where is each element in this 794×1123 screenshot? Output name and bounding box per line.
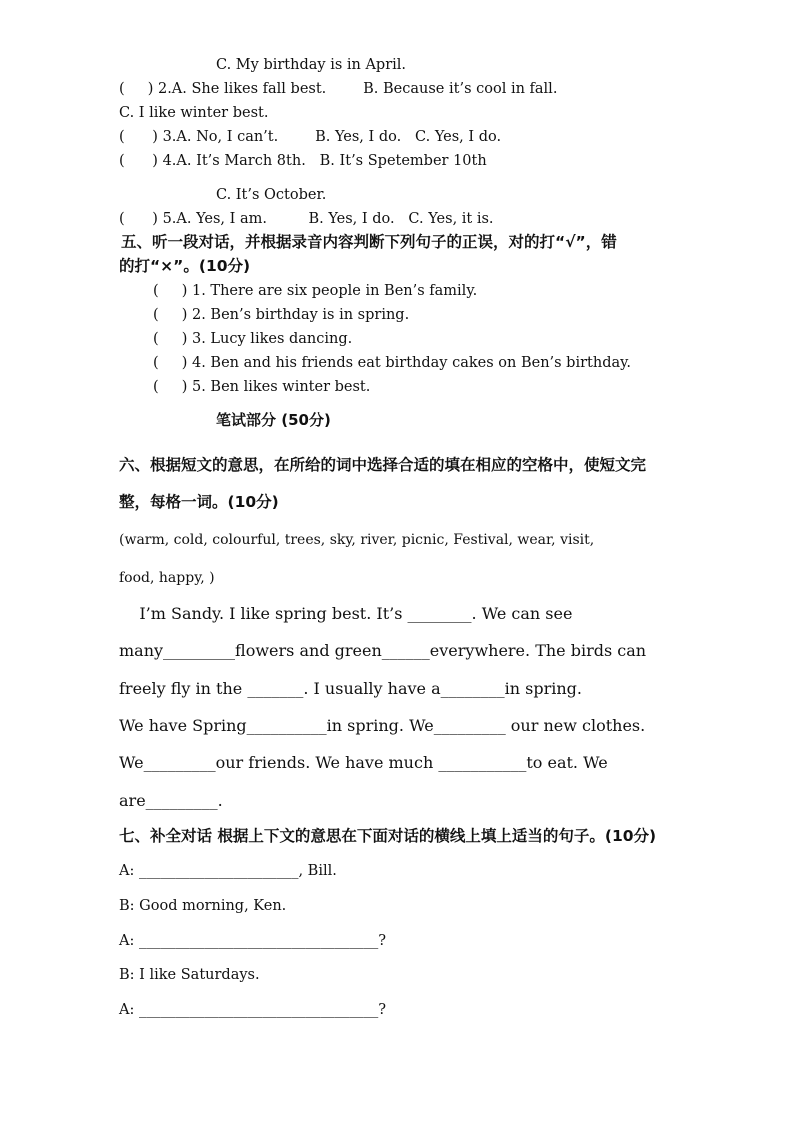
q2-option-c: C. I like winter best. — [119, 105, 269, 121]
written-part-title: 笔试部分 (50分) — [216, 411, 331, 429]
question-5: ( ) 5.A. Yes, I am. B. Yes, I do. C. Yes, it is. — [119, 211, 494, 227]
q4-option-c: C. It’s October. — [216, 187, 327, 203]
tf-item-1: ( ) 1. There are six people in Ben’s family. — [153, 283, 478, 299]
section-7-heading: 七、补全对话 根据上下文的意思在下面对话的横线上填上适当的句子。(10分) — [119, 827, 657, 845]
passage-line-1: I’m Sandy. I like spring best. It’s ________. We can see — [119, 604, 573, 623]
tf-item-2: ( ) 2. Ben’s birthday is in spring. — [153, 307, 410, 323]
question-4: ( ) 4.A. It’s March 8th. B. It’s Spetember 10th — [119, 153, 487, 169]
tf-item-3: ( ) 3. Lucy likes dancing. — [153, 331, 353, 347]
dialogue-line-2: B: Good morning, Ken. — [119, 898, 287, 914]
dialogue-line-5: A: _________________________________? — [119, 1002, 386, 1018]
dialogue-line-4: B: I like Saturdays. — [119, 967, 260, 983]
q1-option-c: C. My birthday is in April. — [216, 57, 407, 73]
dialogue-line-3: A: _________________________________? — [119, 933, 386, 949]
passage-line-2: many_________flowers and green______everywhere. The birds can — [119, 641, 647, 660]
section-5-heading-line2: 的打“×”。(10分) — [119, 257, 251, 275]
tf-item-4: ( ) 4. Ben and his friends eat birthday cakes on Ben’s birthday. — [153, 355, 632, 371]
word-bank-line1: (warm, cold, colourful, trees, sky, river, picnic, Festival, wear, visit, — [119, 532, 595, 548]
section-5-heading-line1: 五、听一段对话，并根据录音内容判断下列句子的正误，对的打“√”，错 — [121, 233, 617, 251]
section-6-heading-line2: 整，每格一词。(10分) — [119, 493, 279, 511]
passage-line-6: are_________. — [119, 791, 223, 810]
question-3: ( ) 3.A. No, I can’t. B. Yes, I do. C. Yes, I do. — [119, 129, 502, 145]
passage-line-4: We have Spring__________in spring. We_________ our new clothes. — [119, 716, 646, 735]
question-2: ( ) 2.A. She likes fall best. B. Because it’s cool in fall. — [119, 81, 558, 97]
section-6-heading-line1: 六、根据短文的意思，在所给的词中选择合适的填在相应的空格中，使短文完 — [119, 456, 647, 474]
passage-line-5: We_________our friends. We have much ___________to eat. We — [119, 753, 608, 772]
word-bank-line2: food, happy, ) — [119, 570, 215, 586]
tf-item-5: ( ) 5. Ben likes winter best. — [153, 379, 371, 395]
passage-line-3: freely fly in the _______. I usually have a________in spring. — [119, 679, 582, 698]
dialogue-line-1: A: ______________________, Bill. — [119, 863, 337, 879]
